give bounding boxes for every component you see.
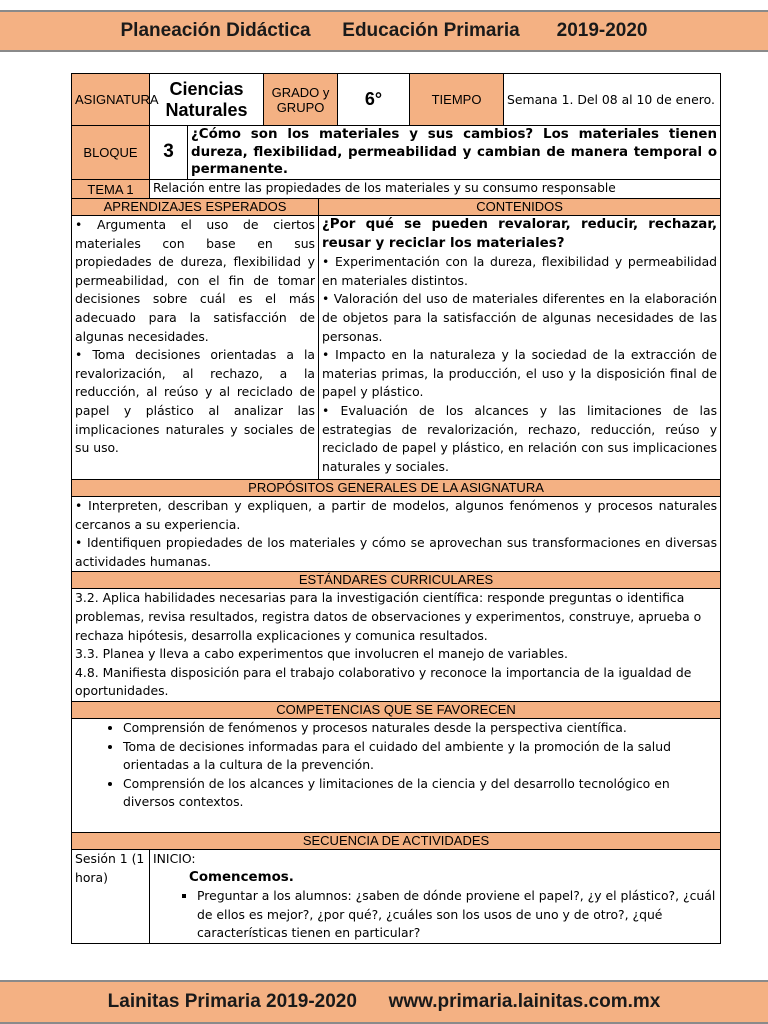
grade-value: 6°	[338, 74, 410, 126]
theme-row	[72, 180, 721, 199]
contents-item: • Evaluación de los alcances y las limitaciones de las estrategias de revalorización, rechazo, reducción, reúso y reciclado de papel y plástico, en relación con sus implicaciones naturales y sociales.	[322, 402, 718, 474]
time-value: Semana 1. Del 08 al 10 de enero.	[504, 74, 721, 126]
session-label: Sesión 1 (1 hora)	[72, 849, 150, 943]
contents-heading: CONTENIDOS	[319, 199, 721, 216]
block-title: ¿Cómo son los materiales y sus cambios? Los materiales tienen dureza, flexibilidad, permeabilidad y cambian de manera temporal o permanente.	[188, 126, 721, 180]
contents-cell	[319, 216, 721, 480]
session-content	[150, 849, 721, 943]
block-label: BLOQUE	[72, 126, 150, 180]
competencies-list	[75, 719, 717, 812]
standard-item: 3.3. Planea y lleva a cabo experimentos que involucren el manejo de variables.	[75, 646, 568, 662]
learning-item: • Toma decisiones orientadas a la revalorización, al rechazo, a la reducción, al reúso y al reciclado de papel y plástico al analizar las implicaciones naturales y sociales de su uso.	[75, 347, 316, 456]
learning-item: • Argumenta el uso de ciertos materiales con base en sus propiedades de dureza, flexibilidad y permeabilidad, con el fin de tomar decisiones sobre cuál es el más adecuado para la satisfacción de algunas necesidades.	[75, 217, 316, 344]
block-number: 3	[150, 126, 188, 180]
info-row	[72, 74, 721, 126]
standards-row	[72, 589, 721, 702]
subject-value: Ciencias Naturales	[150, 74, 264, 126]
activity-list	[153, 887, 717, 943]
learning-cell	[72, 216, 319, 480]
purpose-item: • Identifiquen propiedades de los materiales y cómo se aprovechan sus transformaciones en diversas actividades humanas.	[75, 535, 718, 569]
session-row	[72, 849, 721, 943]
header-year: 2019-2020	[556, 20, 648, 41]
theme-value: Relación entre las propiedades de los materiales y su consumo responsable	[150, 180, 721, 199]
planning-table	[71, 73, 721, 944]
subject-label: ASIGNATURA	[72, 74, 150, 126]
competency-item: • Comprensión de los alcances y limitaciones de la ciencia y del desarrollo tecnológico en diversos contextos.	[123, 775, 717, 812]
activity-item: ▪ Preguntar a los alumnos: ¿saben de dónde proviene el papel?, ¿y el plástico?, ¿cuál de ellos es mejor?, ¿por qué?, ¿cuáles son los usos de uno y de otro?, ¿qué características tienen en particular?	[197, 887, 717, 943]
purposes-cell	[72, 497, 721, 572]
sequence-heading-row	[72, 832, 721, 849]
standards-cell	[72, 589, 721, 702]
purposes-heading-row	[72, 480, 721, 497]
time-label: TIEMPO	[410, 74, 504, 126]
sequence-heading: SECUENCIA DE ACTIVIDADES	[72, 832, 721, 849]
planning-sheet	[71, 73, 720, 944]
session-phase: INICIO:	[153, 850, 196, 866]
contents-question: ¿Por qué se pueden revalorar, reducir, rechazar, reusar y reciclar los materiales?	[322, 217, 718, 251]
purpose-item: • Interpreten, describan y expliquen, a partir de modelos, algunos fenómenos y procesos naturales cercanos a su experiencia.	[75, 498, 718, 532]
purposes-heading: PROPÓSITOS GENERALES DE LA ASIGNATURA	[72, 480, 721, 497]
learning-heading: APRENDIZAJES ESPERADOS	[72, 199, 319, 216]
competencies-heading-row	[72, 701, 721, 718]
standard-item: 3.2. Aplica habilidades necesarias para la investigación científica: responde preguntas o identifica problemas, revisa resultados, registra datos de observaciones y experimentos, construye, aprueba o rechaza hipótesis, desarrolla explicaciones y comunica resultados.	[75, 590, 702, 643]
footer-brand: Lainitas Primaria 2019-2020	[107, 991, 357, 1012]
contents-item: • Experimentación con la dureza, flexibilidad y permeabilidad en materiales distintos.	[322, 254, 718, 288]
purposes-row	[72, 497, 721, 572]
theme-label: TEMA 1	[72, 180, 150, 199]
contents-item: • Valoración del uso de materiales diferentes en la elaboración de objetos para la satisfacción de algunas necesidades de las personas.	[322, 291, 718, 344]
competencies-row	[72, 718, 721, 832]
competencies-cell	[72, 718, 721, 832]
contents-item: • Impacto en la naturaleza y la sociedad de la extracción de materias primas, la producción, el uso y la disposición final de papel y plástico.	[322, 347, 718, 400]
grade-label: GRADO y GRUPO	[264, 74, 338, 126]
header-title: Planeación Didáctica	[120, 20, 311, 41]
standard-item: 4.8. Manifiesta disposición para el trabajo colaborativo y reconoce la importancia de la igualdad de oportunidades.	[75, 664, 692, 699]
standards-heading: ESTÁNDARES CURRICULARES	[72, 572, 721, 589]
footer-banner	[0, 980, 768, 1024]
block-row	[72, 126, 721, 180]
header-banner	[0, 10, 768, 52]
header-level: Educación Primaria	[342, 20, 520, 41]
learning-contents-heading-row	[72, 199, 721, 216]
footer-website[interactable]: www.primaria.lainitas.com.mx	[388, 991, 661, 1012]
competencies-heading: COMPETENCIAS QUE SE FAVORECEN	[72, 701, 721, 718]
standards-heading-row	[72, 572, 721, 589]
session-subtitle: Comencemos.	[189, 869, 294, 885]
competency-item: • Toma de decisiones informadas para el cuidado del ambiente y la promoción de la salud orientadas a la cultura de la prevención.	[123, 738, 717, 775]
learning-contents-row	[72, 216, 721, 480]
competency-item: • Comprensión de fenómenos y procesos naturales desde la perspectiva científica.	[123, 719, 717, 738]
